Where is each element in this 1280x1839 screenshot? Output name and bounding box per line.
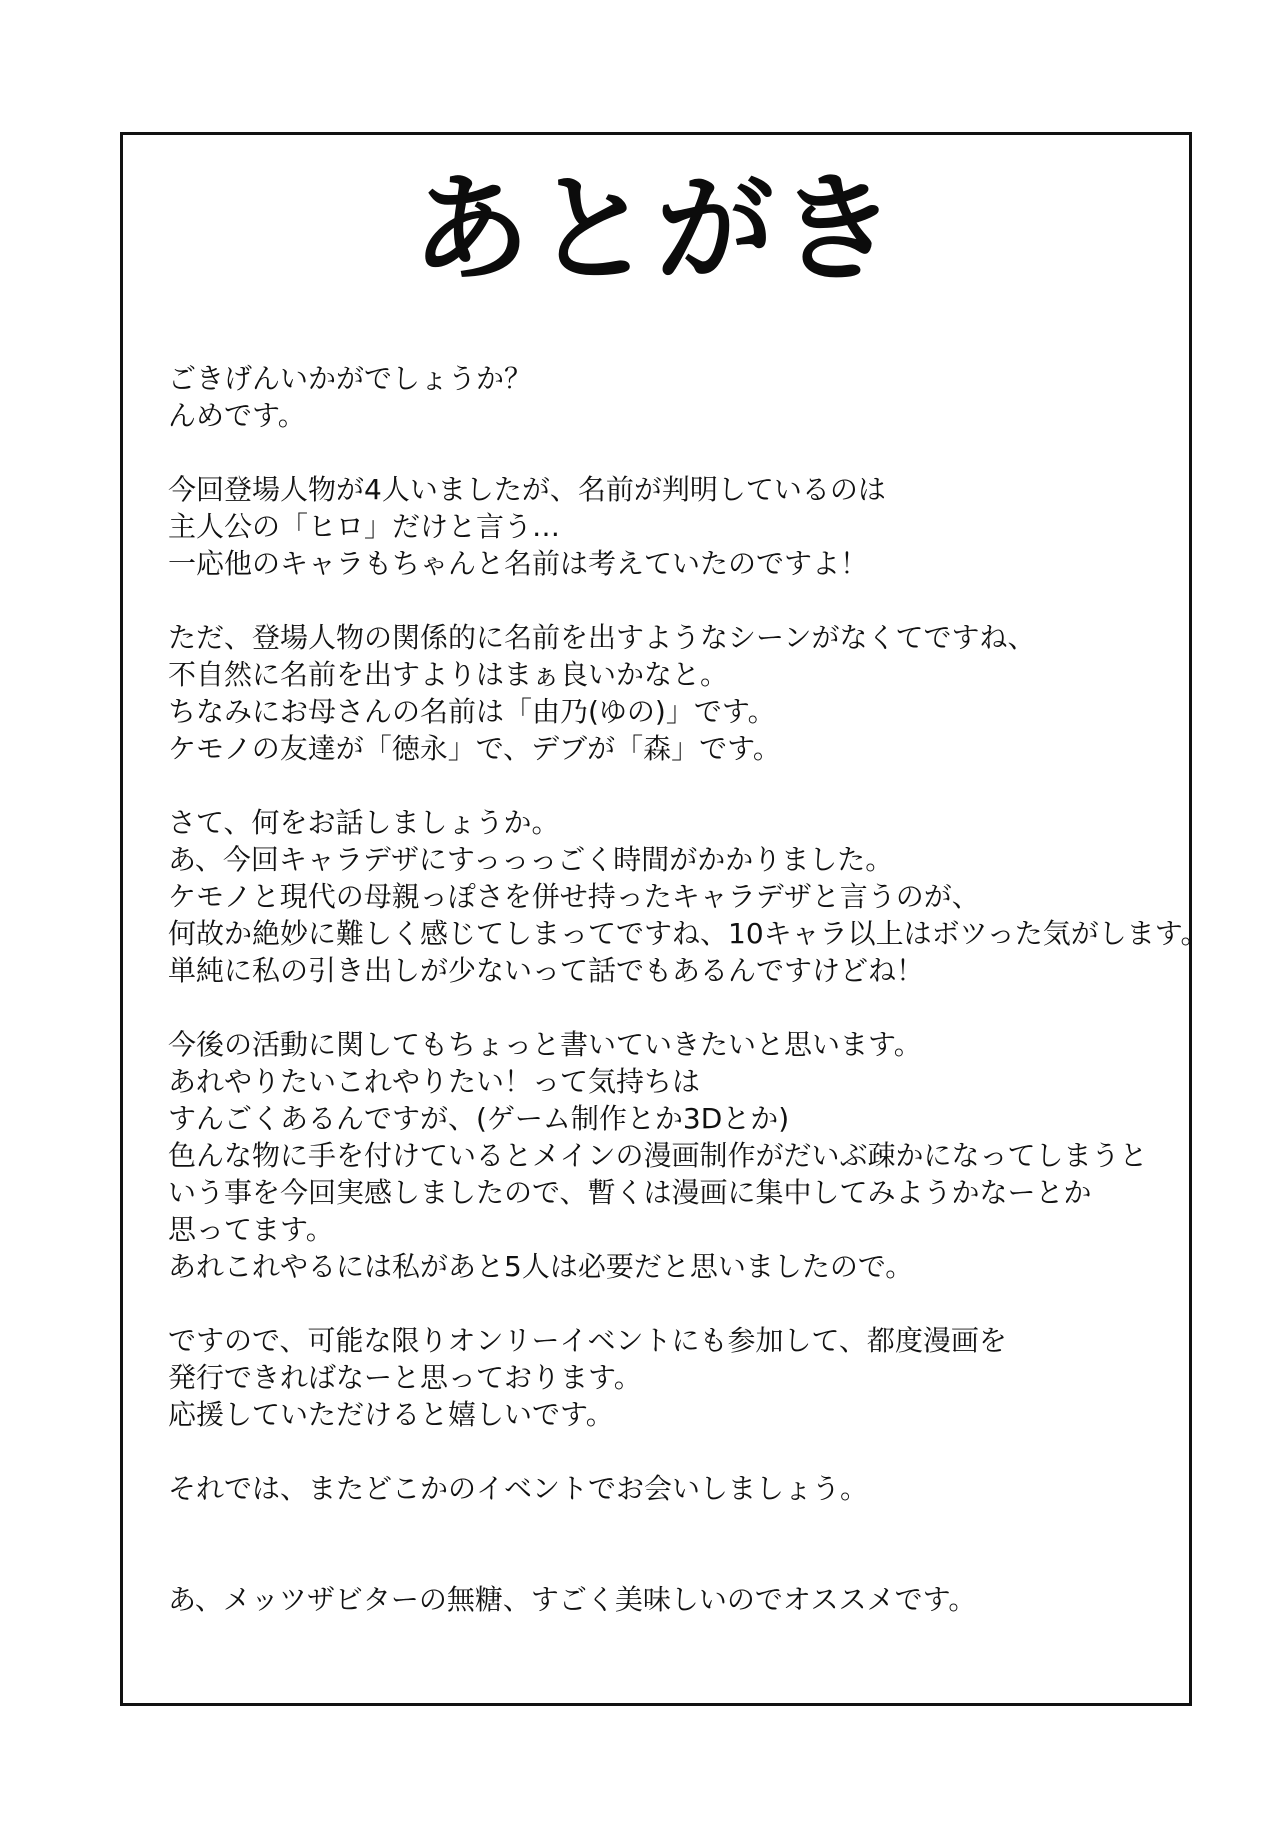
paragraph-characters [168, 471, 1178, 582]
text-line: ちなみにお母さんの名前は「由乃(ゆの)」です。 [168, 695, 776, 728]
text-line: それでは、またどこかのイベントでお会いしましょう。 [168, 1472, 869, 1505]
text-line: 単純に私の引き出しが少ないって話でもあるんですけどね！ [168, 954, 925, 987]
text-line: あれやりたいこれやりたい！って気持ちは [168, 1065, 701, 1098]
text-line: ごきげんいかがでしょうか？ [168, 362, 533, 395]
text-line: ですので、可能な限りオンリーイベントにも参加して、都度漫画を [168, 1324, 1007, 1357]
paragraph-events [168, 1322, 1178, 1433]
text-line: あ、今回キャラデザにすっっっごく時間がかかりました。 [168, 843, 894, 876]
text-line: いう事を今回実感しましたので、暫くは漫画に集中してみようかなーとか [168, 1176, 1092, 1209]
afterword-frame [120, 132, 1209, 1706]
text-line: 不自然に名前を出すよりはまぁ良いかなと。 [168, 658, 729, 691]
paragraph-future-activities [168, 1026, 1178, 1285]
text-line: 何故か絶妙に難しく感じてしまってですね、10キャラ以上はボツった気がします。 [168, 917, 1209, 950]
text-line: 思ってます。 [168, 1213, 334, 1246]
text-line: 主人公の「ヒロ」だけと言う… [168, 510, 561, 543]
text-line: あ、メッツザビターの無糖、すごく美味しいのでオススメです。 [168, 1583, 977, 1616]
page-title: あとがき [411, 160, 900, 298]
text-line: ただ、登場人物の関係的に名前を出すようなシーンがなくてですね、 [168, 621, 1036, 654]
paragraph-greeting [168, 360, 1178, 434]
text-line: すんごくあるんですが、(ゲーム制作とか3Dとか) [168, 1102, 790, 1135]
text-line: 発行できればなーと思っております。 [168, 1361, 642, 1394]
paragraph-postscript [168, 1581, 1178, 1618]
text-line: 色んな物に手を付けているとメインの漫画制作がだいぶ疎かになってしまうと [168, 1139, 1148, 1172]
text-line: 今回登場人物が4人いましたが、名前が判明しているのは [168, 473, 886, 506]
text-line: 一応他のキャラもちゃんと名前は考えていたのですよ！ [168, 547, 869, 580]
afterword-body [168, 360, 1209, 1655]
paragraph-names [168, 619, 1178, 767]
text-line: んめです。 [168, 399, 306, 432]
text-line: ケモノの友達が「徳永」で、デブが「森」です。 [168, 732, 781, 765]
text-line: 応援していただけると嬉しいです。 [168, 1398, 614, 1431]
text-line: さて、何をお話しましょうか。 [168, 806, 560, 839]
paragraph-character-design [168, 804, 1209, 989]
text-line: あれこれやるには私があと5人は必要だと思いましたので。 [168, 1250, 914, 1283]
text-line: 今後の活動に関してもちょっと書いていきたいと思います。 [168, 1028, 922, 1061]
text-line: ケモノと現代の母親っぽさを併せ持ったキャラデザと言うのが、 [168, 880, 980, 913]
paragraph-farewell [168, 1470, 1178, 1507]
